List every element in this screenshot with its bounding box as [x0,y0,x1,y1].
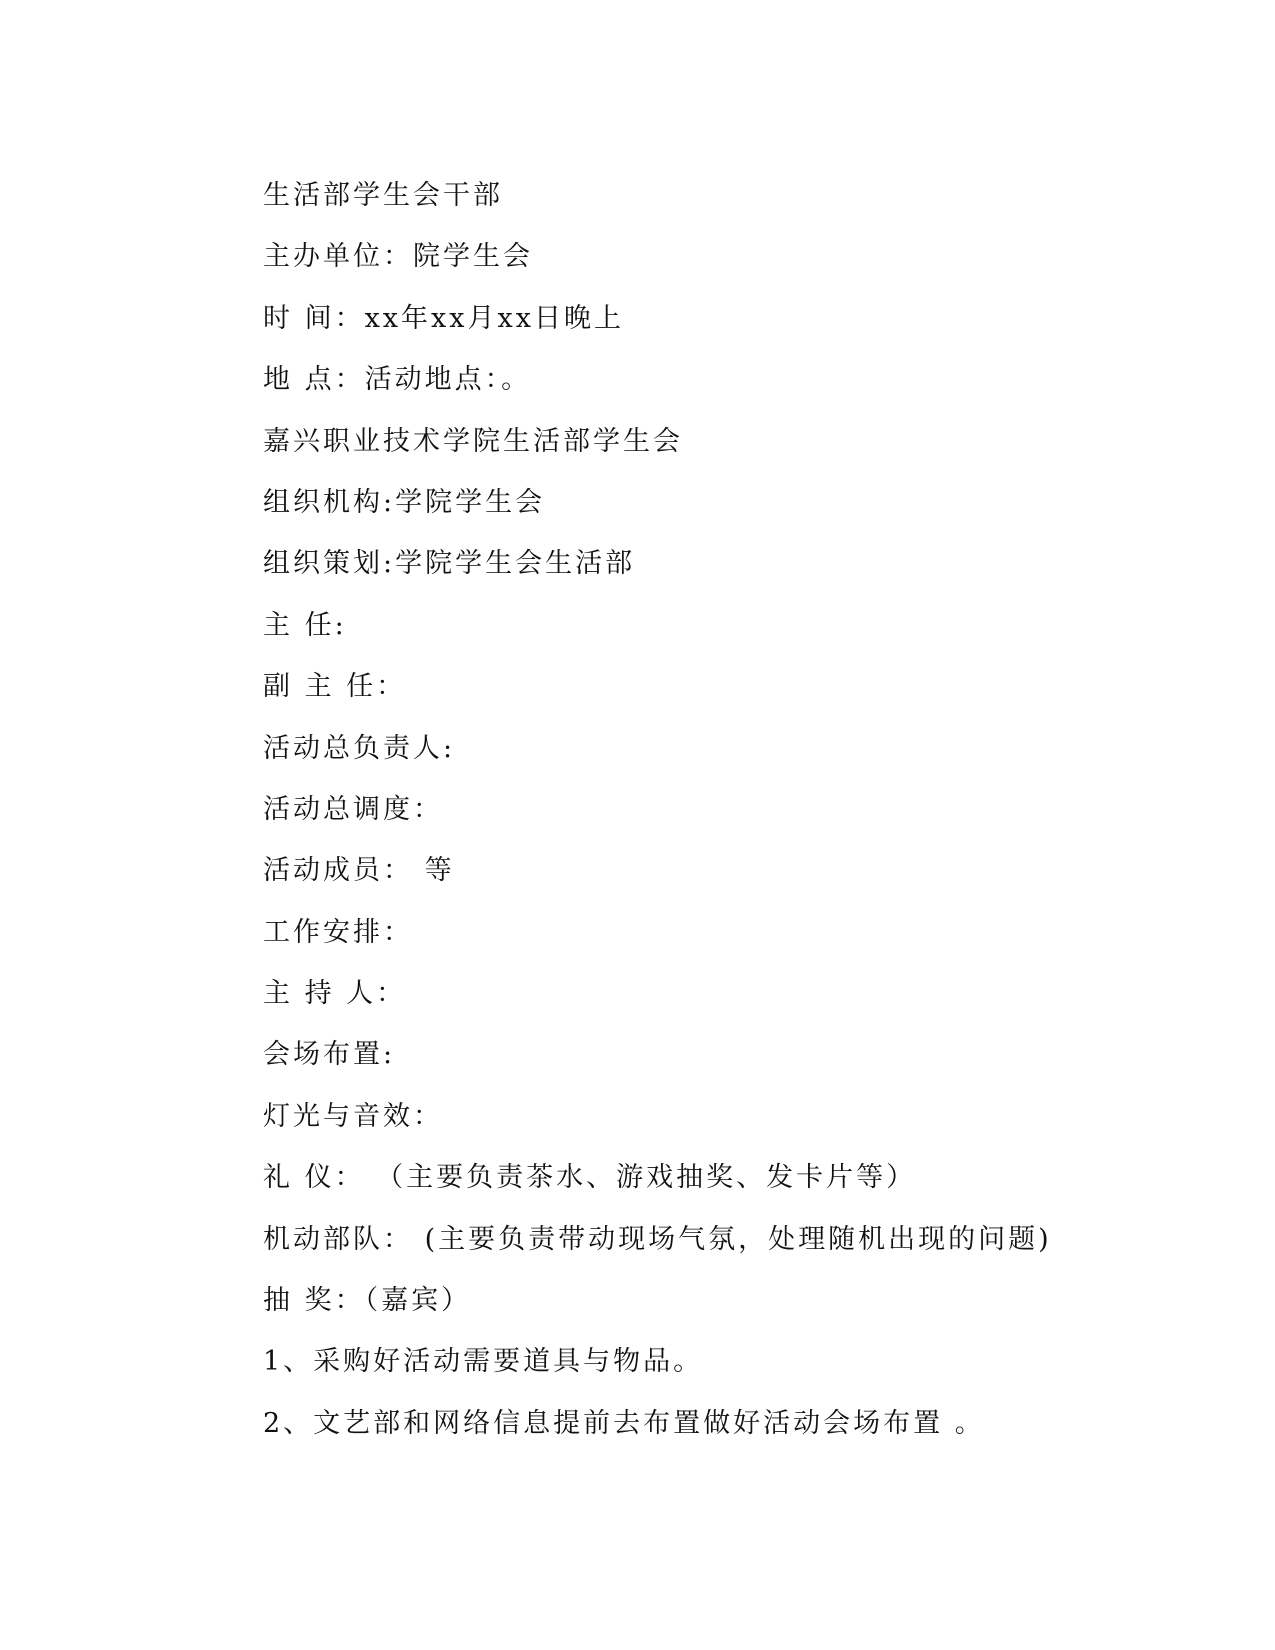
document-line-location: 地 点：活动地点：。 [263,364,532,396]
document-line-chief-responsible: 活动总负责人: [263,732,456,764]
document-line-etiquette: 礼 仪： （主要负责茶水、游戏抽奖、发卡片等） [263,1162,917,1194]
document-line-mobile-team: 机动部队： (主要负责带动现场气氛，处理随机出现的问题) [263,1223,1052,1255]
document-line-step-2: 2、文艺部和网络信息提前去布置做好活动会场布置 。 [263,1407,985,1439]
document-line-lighting-sound: 灯光与音效： [263,1100,443,1132]
document-line-time: 时 间：xx年xx月xx日晚上 [263,302,624,334]
document-line-deputy-director: 副 主 任： [263,671,407,703]
document-line-work-arrangement: 工作安排： [263,916,413,948]
document-line-members: 活动成员： 等 [263,855,455,887]
document-line-chief-coordinator: 活动总调度： [263,793,443,825]
document-line-planning: 组织策划:学院学生会生活部 [263,548,636,580]
document-line-venue-setup: 会场布置: [263,1039,396,1071]
document-line-host: 主 持 人： [263,978,407,1010]
document-line-institution: 嘉兴职业技术学院生活部学生会 [263,425,683,457]
document-line-lottery: 抽 奖：（嘉宾） [263,1285,472,1317]
document-line-organizer: 主办单位：院学生会 [263,241,533,273]
document-body [263,165,1163,1454]
document-line-director: 主 任: [263,609,347,641]
document-line-title: 生活部学生会干部 [263,180,503,211]
document-line-organization: 组织机构:学院学生会 [263,486,546,518]
document-line-step-1: 1、采购好活动需要道具与物品。 [263,1346,704,1378]
